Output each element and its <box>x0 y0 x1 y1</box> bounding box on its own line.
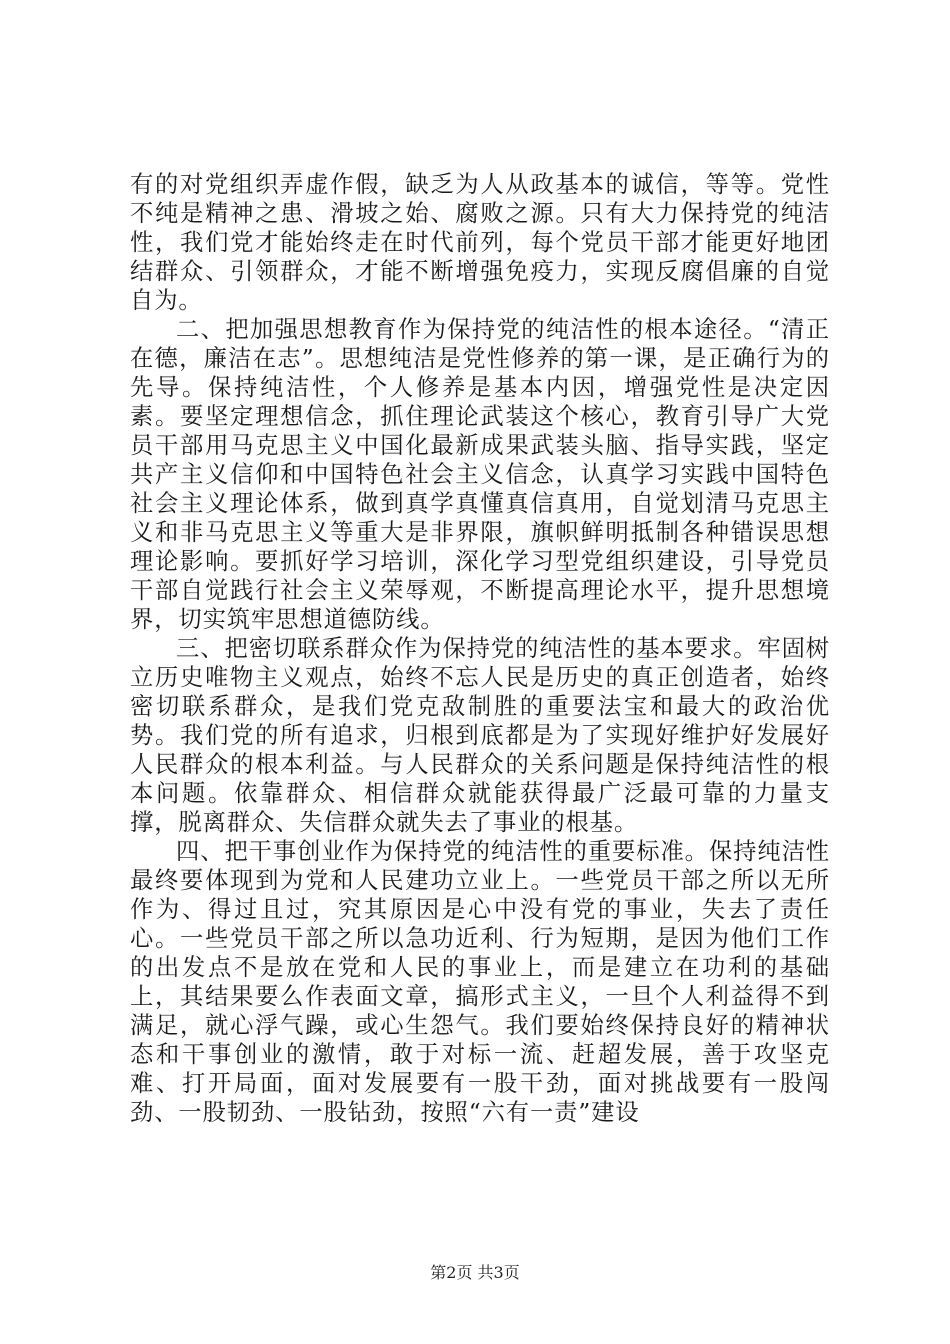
paragraph-continued: 有的对党组织弄虚作假，缺乏为人从政基本的诚信，等等。党性不纯是精神之患、滑坡之始、腐败之源。只有大力保持党的纯洁性，我们党才能始终走在时代前列，每个党员干部才能更好地团结群众、引领群众，才能不断增强免疫力，实现反腐倡廉的自觉自为。 <box>130 171 830 314</box>
paragraph-section-three: 三、把密切联系群众作为保持党的纯洁性的基本要求。牢固树立历史唯物主义观点，始终不忘人民是历史的真正创造者，始终密切联系群众，是我们党克敌制胜的重要法宝和最大的政治优势。我们党的所有追求，归根到底都是为了实现好维护好发展好人民群众的根本利益。与人民群众的关系问题是保持纯洁性的根本问题。依靠群众、相信群众就能获得最广泛最可靠的力量支撑，脱离群众、失信群众就失去了事业的根基。 <box>130 635 830 836</box>
page-number-footer: 第2页 共3页 <box>430 1263 520 1282</box>
document-body <box>130 170 830 1127</box>
paragraph-section-four: 四、把干事创业作为保持党的纯洁性的重要标准。保持纯洁性最终要体现到为党和人民建功立业上。一些党员干部之所以无所作为、得过且过，究其原因是心中没有党的事业，失去了责任心。一些党员干部之所以急功近利、行为短期，是因为他们工作的出发点不是放在党和人民的事业上，而是建立在功利的基础上，其结果要么作表面文章，搞形式主义，一旦个人利益得不到满足，就心浮气躁，或心生怨气。我们要始终保持良好的精神状态和干事创业的激情，敢于对标一流、赶超发展，善于攻坚克难、打开局面，面对发展要有一股干劲，面对挑战要有一股闯劲、一股韧劲、一股钻劲，按照“六有一责”建设 <box>130 838 830 1126</box>
paragraph-section-two: 二、把加强思想教育作为保持党的纯洁性的根本途径。“清正在德，廉洁在志”。思想纯洁是党性修养的第一课，是正确行为的先导。保持纯洁性，个人修养是基本内因，增强党性是决定因素。要坚定理想信念，抓住理论武装这个核心，教育引导广大党员干部用马克思主义中国化最新成果武装头脑、指导实践，坚定共产主义信仰和中国特色社会主义信念，认真学习实践中国特色社会主义理论体系，做到真学真懂真信真用，自觉划清马克思主义和非马克思主义等重大是非界限，旗帜鲜明抵制各种错误思想理论影响。要抓好学习培训，深化学习型党组织建设，引导党员干部自觉践行社会主义荣辱观，不断提高理论水平，提升思想境界，切实筑牢思想道德防线。 <box>130 316 830 633</box>
